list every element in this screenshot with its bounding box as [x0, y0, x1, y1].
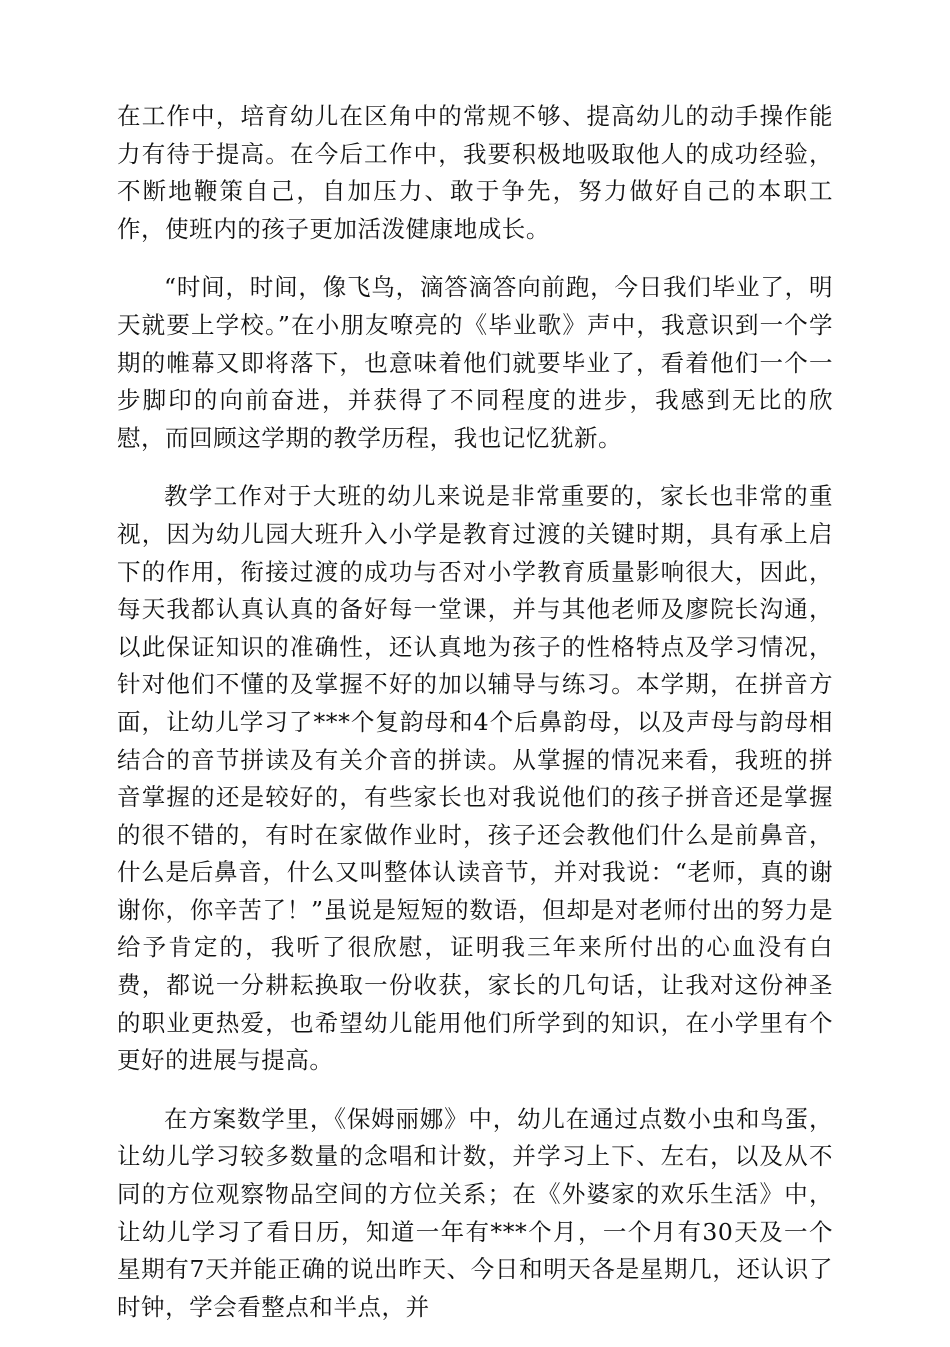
- document-page: [117, 98, 833, 1347]
- paragraph-2: “时间，时间，像飞鸟，滴答滴答向前跑，今日我们毕业了，明天就要上学校。”在小朋友嘹亮的《毕业歌》声中，我意识到一个学期的帷幕又即将落下，也意味着他们就要毕业了，看着他们一个一步脚印的向前奋进，并获得了不同程度的进步，我感到无比的欣慰，而回顾这学期的教学历程，我也记忆犹新。: [117, 273, 833, 452]
- paragraph-1: 在工作中，培育幼儿在区角中的常规不够、提高幼儿的动手操作能力有待于提高。在今后工作中，我要积极地吸取他人的成功经验，不断地鞭策自己，自加压力、敢于争先，努力做好自己的本职工作，使班内的孩子更加活泼健康地成长。: [117, 102, 833, 243]
- paragraph-4: 在方案数学里，《保姆丽娜》中，幼儿在通过点数小虫和鸟蛋，让幼儿学习较多数量的念唱和计数，并学习上下、左右，以及从不同的方位观察物品空间的方位关系；在《外婆家的欢乐生活》中，让幼儿学习了看日历，知道一年有***个月，一个月有30天及一个星期有7天并能正确的说出昨天、今日和明天各是星期几，还认识了时钟，学会看整点和半点，并: [117, 1104, 833, 1321]
- paragraph-3: 教学工作对于大班的幼儿来说是非常重要的，家长也非常的重视，因为幼儿园大班升入小学是教育过渡的关键时期，具有承上启下的作用，衔接过渡的成功与否对小学教育质量影响很大，因此，每天我都认真认真的备好每一堂课，并与其他老师及廖院长沟通，以此保证知识的准确性，还认真地为孩子的性格特点及学习情况，针对他们不懂的及掌握不好的加以辅导与练习。本学期，在拼音方面，让幼儿学习了***个复韵母和4个后鼻韵母，以及声母与韵母相结合的音节拼读及有关介音的拼读。从掌握的情况来看，我班的拼音掌握的还是较好的，有些家长也对我说他们的孩子拼音还是掌握的很不错的，有时在家做作业时，孩子还会教他们什么是前鼻音，什么是后鼻音，什么又叫整体认读音节，并对我说：“老师，真的谢谢你，你辛苦了！”虽说是短短的数语，但却是对老师付出的努力是给予肯定的，我听了很欣慰，证明我三年来所付出的心血没有白费，都说一分耕耘换取一份收获，家长的几句话，让我对这份神圣的职业更热爱，也希望幼儿能用他们所学到的知识，在小学里有个更好的进展与提高。: [117, 482, 833, 1075]
